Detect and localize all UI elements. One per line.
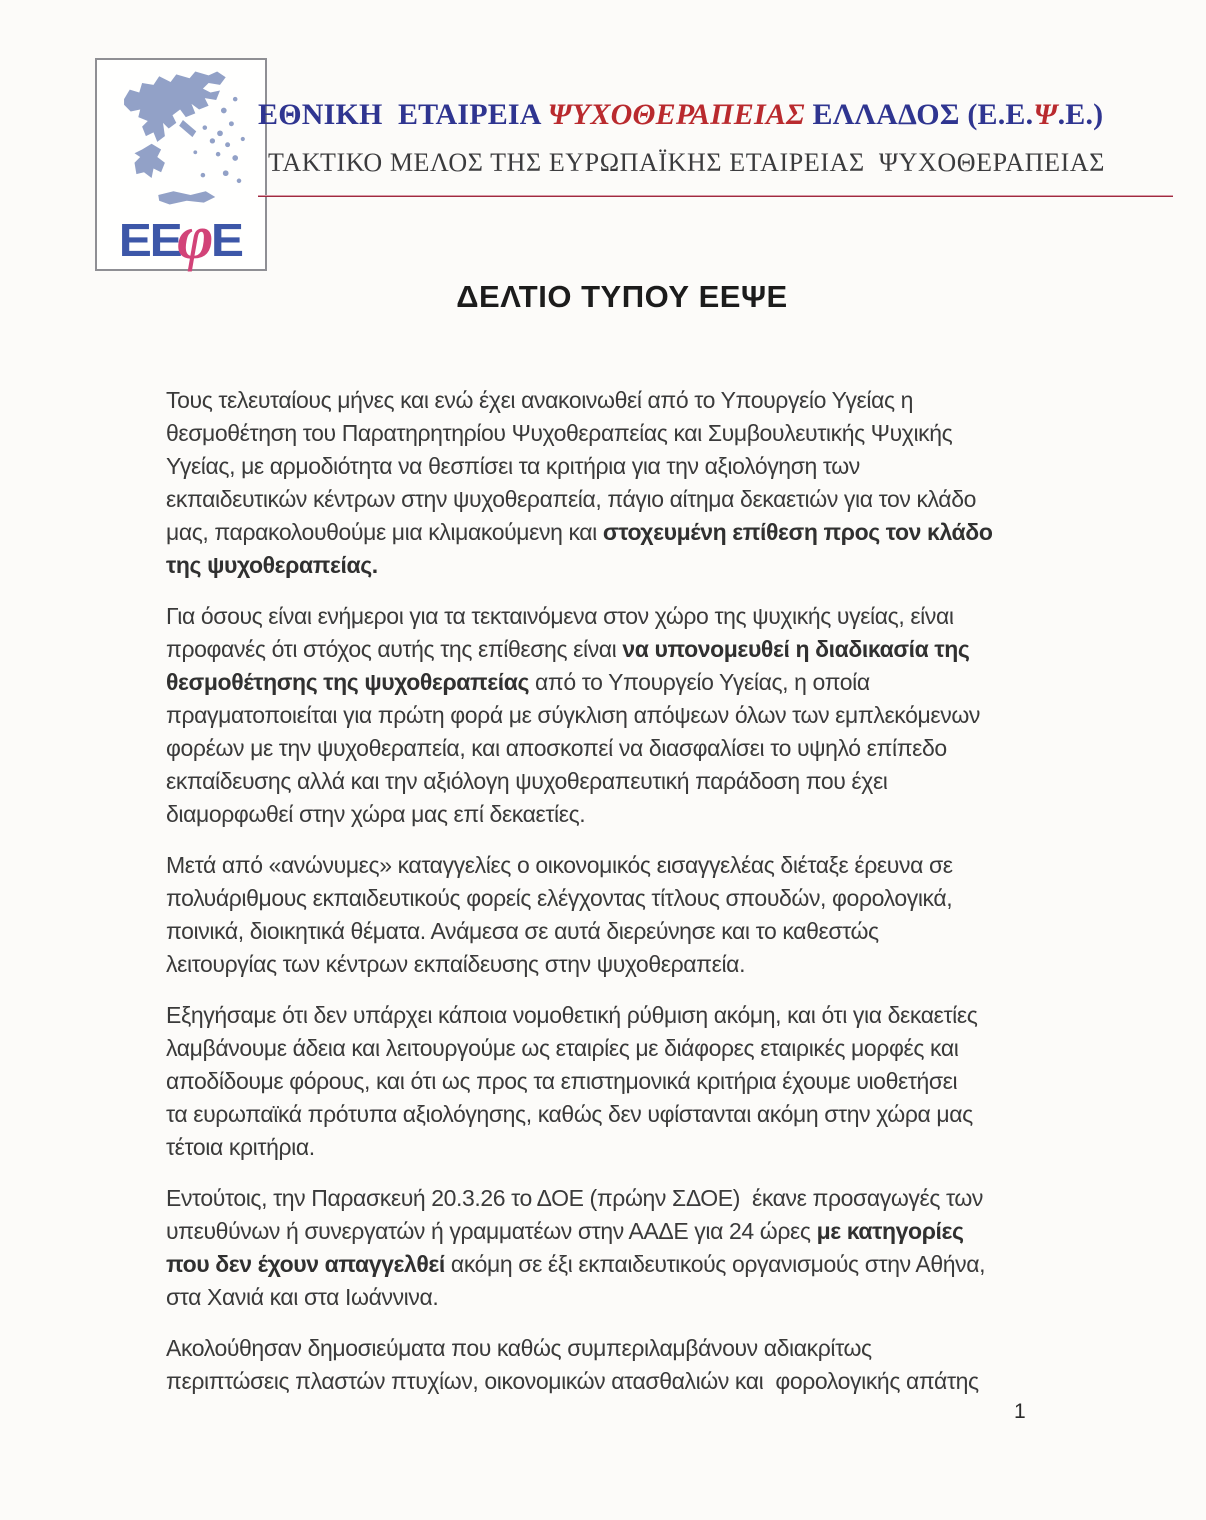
text-line: της ψυχοθεραπείας. [166, 552, 378, 578]
org-name-segment: ΕΛΛΑΔΟΣ (Ε.Ε. [804, 98, 1034, 131]
eepse-logo [95, 58, 267, 271]
text-line: Εντούτοις, την Παρασκευή 20.3.26 το ΔΟΕ (πρώην ΣΔΟΕ) έκανε προσαγωγές των [166, 1185, 984, 1211]
logo-letters-right: Ε [211, 214, 243, 266]
text-line: αποδίδουμε φόρους, και ότι ως προς τα επιστημονικά κριτήρια έχουμε υιοθετήσει [166, 1068, 958, 1094]
org-name-segment: .Ε.) [1057, 98, 1104, 131]
org-name-segment: ΨΥΧΟΘΕΡΑΠΕΙΑΣ [547, 98, 805, 131]
text-line: περιπτώσεις πλαστών πτυχίων, οικονομικών ατασθαλιών και φορολογικής απάτης [166, 1368, 979, 1394]
text-line: εκπαιδευτικών κέντρων στην ψυχοθεραπεία, πάγιο αίτημα δεκαετιών για τον κλάδο [166, 486, 976, 512]
text-line: εκπαίδευσης αλλά και την αξιόλογη ψυχοθεραπευτική παράδοση που έχει [166, 768, 888, 794]
logo-letters-left: ΕΕ [118, 214, 181, 266]
text-line: που δεν έχουν απαγγελθεί ακόμη σε έξι εκπαιδευτικούς οργανισμούς στην Αθήνα, [166, 1251, 986, 1277]
paragraph [166, 600, 1066, 831]
page-title: ΔΕΛΤΙΟ ΤΥΠΟΥ ΕΕΨΕ [456, 279, 788, 314]
greece-map-icon [101, 63, 263, 215]
paragraph [166, 1332, 1066, 1398]
paragraph [166, 849, 1066, 981]
body-text [166, 384, 1066, 1416]
text-line: υπευθύνων ή συνεργατών ή γραμματέων στην ΑΑΔΕ για 24 ώρες με κατηγορίες [166, 1218, 964, 1244]
text-line: μας, παρακολουθούμε μια κλιμακούμενη και στοχευμένη επίθεση προς τον κλάδο [166, 519, 993, 545]
paragraph [166, 999, 1066, 1164]
text-line: θεσμοθέτησης της ψυχοθεραπείας από το Υπουργείο Υγείας, η οποία [166, 669, 870, 695]
text-line: φορέων με την ψυχοθεραπεία, και αποσκοπεί να διασφαλίσει το υψηλό επίπεδο [166, 735, 947, 761]
text-line: λειτουργίας των κέντρων εκπαίδευσης στην ψυχοθεραπεία. [166, 951, 746, 977]
text-line: ποινικά, διοικητικά θέματα. Ανάμεσα σε αυτά διερεύνησε και το καθεστώς [166, 918, 879, 944]
text-line: λαμβάνουμε άδεια και λειτουργούμε ως εταιρίες με διάφορες εταιρικές μορφές και [166, 1035, 959, 1061]
paragraph [166, 384, 1066, 582]
letterhead [258, 98, 1173, 197]
org-name-segment: ΕΘΝΙΚΗ ΕΤΑΙΡΕΙΑ [258, 98, 548, 131]
logo-phi-glyph: φ [177, 204, 214, 272]
text-line: στα Χανιά και στα Ιωάννινα. [166, 1284, 439, 1310]
paragraph [166, 1182, 1066, 1314]
text-line: πραγματοποιείται για πρώτη φορά με σύγκλιση απόψεων όλων των εμπλεκόμενων [166, 702, 980, 728]
text-line: Εξηγήσαμε ότι δεν υπάρχει κάποια νομοθετική ρύθμιση ακόμη, και ότι για δεκαετίες [166, 1002, 978, 1028]
header-divider [258, 195, 1173, 197]
org-subtitle: ΤΑΚΤΙΚΟ ΜΕΛΟΣ ΤΗΣ ΕΥΡΩΠΑΪΚΗΣ ΕΤΑΙΡΕΙΑΣ ΨΥΧΟΘΕΡΑΠΕΙΑΣ [268, 148, 1105, 177]
text-line: προφανές ότι στόχος αυτής της επίθεσης είναι να υπονομευθεί η διαδικασία της [166, 636, 970, 662]
text-line: τα ευρωπαϊκά πρότυπα αξιολόγησης, καθώς δεν υφίστανται ακόμη στην χώρα μας [166, 1101, 973, 1127]
text-line: πολυάριθμους εκπαιδευτικούς φορείς ελέγχοντας τίτλους σπουδών, φορολογικά, [166, 885, 953, 911]
text-line: Για όσους είναι ενήμεροι για τα τεκταινόμενα στον χώρο της ψυχικής υγείας, είναι [166, 603, 954, 629]
text-line: διαμορφωθεί στην χώρα μας επί δεκαετίες. [166, 801, 586, 827]
org-name-segment: Ψ [1033, 98, 1058, 131]
org-name [258, 98, 1173, 132]
text-line: Ακολούθησαν δημοσιεύματα που καθώς συμπεριλαμβάνουν αδιακρίτως [166, 1335, 872, 1361]
text-line: Μετά από «ανώνυμες» καταγγελίες ο οικονομικός εισαγγελέας διέταξε έρευνα σε [166, 852, 953, 878]
logo-letters [97, 204, 265, 272]
text-line: τέτοια κριτήρια. [166, 1134, 315, 1160]
text-line: Υγείας, με αρμοδιότητα να θεσπίσει τα κριτήρια για την αξιολόγηση των [166, 453, 860, 479]
page-number: 1 [1014, 1400, 1026, 1423]
text-line: Τους τελευταίους μήνες και ενώ έχει ανακοινωθεί από το Υπουργείο Υγείας η [166, 387, 914, 413]
text-line: θεσμοθέτηση του Παρατηρητηρίου Ψυχοθεραπείας και Συμβουλευτικής Ψυχικής [166, 420, 953, 446]
